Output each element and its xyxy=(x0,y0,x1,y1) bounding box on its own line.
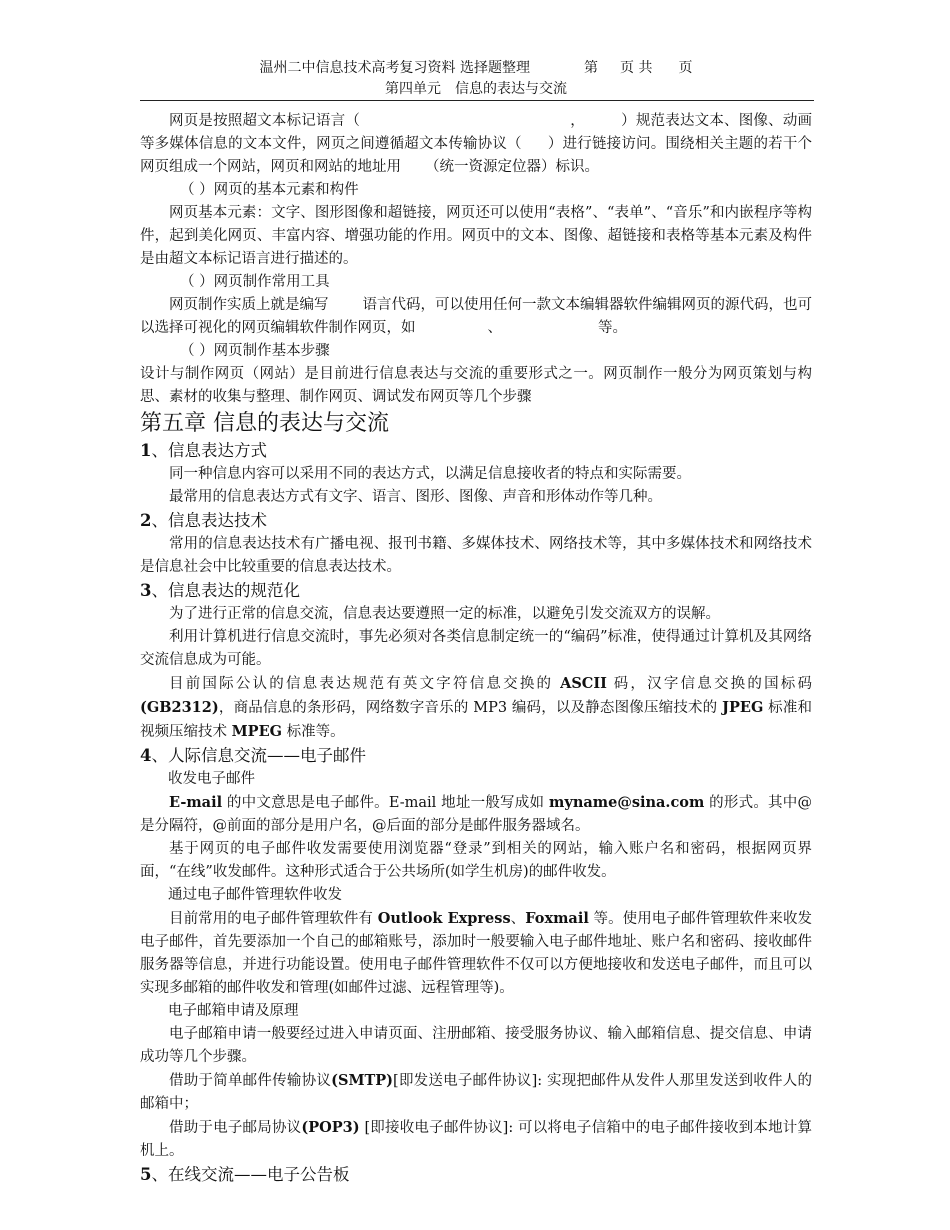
section-3-paragraph-3: 目前国际公认的信息表达规范有英文字符信息交换的 ASCII 码，汉字信息交换的国标码(GB2312)，商品信息的条形码，网络数字音乐的 MP3 编码，以及静态图像压缩技术的 JPEG 标准和视频压缩技术 MPEG 标准等。 xyxy=(140,675,813,740)
section-3-paragraph-1: 为了进行正常的信息交流，信息表达要遵照一定的标准，以避免引发交流双方的误解。 xyxy=(169,606,720,622)
chapter-title: 第五章 信息的表达与交流 xyxy=(140,411,389,436)
intro-paragraph-3: 网页制作实质上就是编写 语言代码，可以使用任何一款文本编辑器软件编辑网页的源代码，也可以选择可视化的网页编辑软件制作网页，如 、 等。 xyxy=(140,297,812,336)
intro-heading-1: （ ）网页的基本元素和构件 xyxy=(180,182,359,198)
intro-paragraph-2: 网页基本元素：文字、图形图像和超链接，网页还可以使用“表格”、“表单”、“音乐”和内嵌程序等构件，起到美化网页、丰富内容、增强功能的作用。网页中的文本、图像、超链接和表格等基本元素及构件是由超文本标记语言进行描述的。 xyxy=(140,205,812,267)
document-body xyxy=(140,110,812,1187)
section-4-subheading-2: 通过电子邮件管理软件收发 xyxy=(168,887,342,903)
section-4-paragraph-5: 借助于简单邮件传输协议(SMTP)[即发送电子邮件协议]: 实现把邮件从发件人那里发送到收件人的邮箱中； xyxy=(140,1072,812,1112)
section-2-paragraph-1: 常用的信息表达技术有广播电视、报刊书籍、多媒体技术、网络技术等，其中多媒体技术和网络技术是信息社会中比较重要的信息表达技术。 xyxy=(140,536,812,575)
section-1-heading: 1、信息表达方式 xyxy=(140,441,267,460)
intro-heading-3: （ ）网页制作基本步骤 xyxy=(180,343,330,359)
section-1-paragraph-2: 最常用的信息表达方式有文字、语言、图形、图像、声音和形体动作等几种。 xyxy=(169,489,662,505)
section-4-subheading-1: 收发电子邮件 xyxy=(168,771,255,787)
intro-paragraph-4: 设计与制作网页（网站）是目前进行信息表达与交流的重要形式之一。网页制作一般分为网页策划与构思、素材的收集与整理、制作网页、调试发布网页等几个步骤 xyxy=(140,366,812,405)
intro-heading-2: （ ）网页制作常用工具 xyxy=(180,274,330,290)
section-4-paragraph-2: 基于网页的电子邮件收发需要使用浏览器“登录”到相关的网站，输入账户名和密码，根据网页界面，“在线”收发邮件。这种形式适合于公共场所(如学生机房)的邮件收发。 xyxy=(140,841,812,880)
section-5-heading: 5、在线交流——电子公告板 xyxy=(140,1165,350,1184)
section-4-paragraph-1: E-mail 的中文意思是电子邮件。E-mail 地址一般写成如 myname@sina.com 的形式。其中@是分隔符，@前面的部分是用户名，@后面的部分是邮件服务器域名。 xyxy=(140,794,813,834)
unit-title: 第四单元 信息的表达与交流 xyxy=(385,81,567,97)
section-4-paragraph-6: 借助于电子邮局协议(POP3) [即接收电子邮件协议]: 可以将电子信箱中的电子邮件接收到本地计算机上。 xyxy=(140,1119,812,1159)
page-label-c: 页 xyxy=(678,60,693,76)
section-4-subheading-3: 电子邮箱申请及原理 xyxy=(168,1003,299,1019)
section-3-heading: 3、信息表达的规范化 xyxy=(140,581,300,600)
section-4-paragraph-3: 目前常用的电子邮件管理软件有 Outlook Express、Foxmail 等。使用电子邮件管理软件来收发电子邮件，首先要添加一个自己的邮箱账号，添加时一般要输入电子邮件地址、账户名和密码、接收邮件服务器等信息，并进行功能设置。使用电子邮件管理软件不仅可以方便地接收和发送电子邮件，而且可以实现多邮箱的邮件收发和管理(如邮件过滤、远程管理等)。 xyxy=(140,910,813,996)
page-label-a: 第 xyxy=(584,60,598,76)
section-4-heading: 4、人际信息交流——电子邮件 xyxy=(140,746,366,765)
page-header xyxy=(140,58,812,78)
header-title: 温州二中信息技术高考复习资料 选择题整理 xyxy=(259,60,530,76)
intro-paragraph-1: 网页是按照超文本标记语言（ ， ）规范表达文本、图像、动画等多媒体信息的文本文件，网页之间遵循超文本传输协议（ ）进行链接访问。围绕相关主题的若干个网页组成一个网站，网页和网站的地址用 （统一资源定位器）标识。 xyxy=(140,113,813,175)
section-1-paragraph-1: 同一种信息内容可以采用不同的表达方式，以满足信息接收者的特点和实际需要。 xyxy=(169,466,691,482)
page-label-b: 页 共 xyxy=(620,60,653,76)
section-3-paragraph-2: 利用计算机进行信息交流时，事先必须对各类信息制定统一的“编码”标准，使得通过计算机及其网络交流信息成为可能。 xyxy=(140,629,812,668)
header-rule xyxy=(140,100,814,101)
section-2-heading: 2、信息表达技术 xyxy=(140,511,267,530)
section-4-paragraph-4: 电子邮箱申请一般要经过进入申请页面、注册邮箱、接受服务协议、输入邮箱信息、提交信息、申请成功等几个步骤。 xyxy=(140,1026,812,1065)
